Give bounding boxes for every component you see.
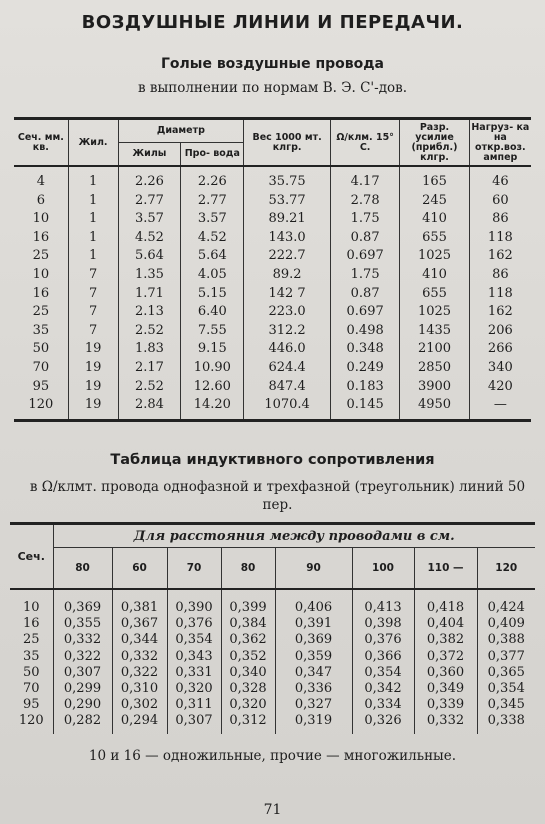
header-distance: 80 — [221, 548, 275, 590]
table-cell: 0,362 — [221, 632, 275, 648]
table-cell: 0,369 — [275, 632, 352, 648]
header-zhil: Жил. — [68, 119, 118, 167]
table-cell: 12.60 — [181, 378, 244, 397]
header-distance: 120 — [477, 548, 535, 590]
table-cell: 25 — [22, 632, 40, 648]
table-cell: 410 — [400, 210, 469, 229]
page-heading: ВОЗДУШНЫЕ ЛИНИИ И ПЕРЕДАЧИ. — [81, 12, 464, 33]
table-cell: 162 — [469, 247, 531, 266]
table-row — [14, 266, 531, 285]
table-row — [10, 697, 535, 713]
table-cell: 1 — [68, 192, 118, 211]
page-number: 71 — [263, 802, 282, 818]
header-omega: Ω/клм. 15° С. — [330, 119, 399, 167]
table-cell: 142 7 — [244, 285, 331, 304]
table-cell: 0,299 — [53, 681, 112, 697]
table-cell: 1 — [68, 210, 118, 229]
table-cell: 0,372 — [414, 649, 477, 665]
table-cell: 223.0 — [244, 303, 331, 322]
table-cell: 0,340 — [221, 665, 275, 681]
table-row — [14, 285, 531, 304]
header-sech: Сеч. мм. кв. — [14, 119, 68, 167]
table-cell: 0.348 — [330, 340, 399, 359]
table-cell: 655 — [400, 285, 469, 304]
header-distance: 90 — [275, 548, 352, 590]
table-cell: 0,327 — [275, 697, 352, 713]
table-cell: 0,404 — [414, 616, 477, 632]
table-cell: 4 — [36, 174, 45, 189]
table-cell: 847.4 — [244, 378, 331, 397]
table1-subtitle: в выполнении по нормам В. Э. С'-дов. — [137, 80, 408, 96]
table-cell: 245 — [400, 192, 469, 211]
table-cell: 0,347 — [275, 665, 352, 681]
table-cell: 2850 — [400, 359, 469, 378]
table-cell: 4.05 — [181, 266, 244, 285]
table-cell: 0,322 — [53, 649, 112, 665]
table-cell: 0,331 — [167, 665, 221, 681]
table-cell: 60 — [469, 192, 531, 211]
table-cell: 9.15 — [181, 340, 244, 359]
header-distance: 80 — [53, 548, 112, 590]
table-cell: 16 — [32, 229, 50, 245]
header-razr: Разр. усилие (прибл.) клгр. — [400, 119, 469, 167]
table-cell: 0,390 — [167, 589, 221, 616]
table-cell: 10 — [32, 211, 50, 227]
table-cell: 420 — [469, 378, 531, 397]
table-cell: 86 — [469, 266, 531, 285]
header-sech2: Сеч. — [10, 524, 53, 590]
table-cell: 0,349 — [414, 681, 477, 697]
header-distance-span: Для расстояния между проводами в см. — [53, 524, 535, 548]
table-cell: 0,345 — [477, 697, 535, 713]
table-cell: 120 — [28, 397, 54, 413]
table-cell: 3.57 — [118, 210, 181, 229]
table-row — [14, 229, 531, 248]
table-cell: 7 — [68, 285, 118, 304]
table-row — [14, 303, 531, 322]
header-nagr: Нагруз- ка на откр.воз. ампер — [469, 119, 531, 167]
header-distance: 70 — [167, 548, 221, 590]
table-cell: 50 — [22, 664, 40, 680]
table-cell: 4.52 — [181, 229, 244, 248]
table1-bottom-rule — [14, 419, 531, 421]
table-row — [10, 713, 535, 733]
table-cell: 1025 — [400, 303, 469, 322]
table-cell: 206 — [469, 322, 531, 341]
table-row — [14, 378, 531, 397]
table-cell: 19 — [68, 396, 118, 419]
table-cell: 95 — [32, 378, 50, 394]
table-cell: 3.57 — [181, 210, 244, 229]
table-cell: 0,381 — [112, 589, 167, 616]
table-cell: 118 — [469, 285, 531, 304]
table-cell: 46 — [469, 166, 531, 192]
table-cell: 0,406 — [275, 589, 352, 616]
header-diameter: Диаметр — [118, 119, 244, 143]
table-row — [14, 322, 531, 341]
table-cell: 0,332 — [112, 649, 167, 665]
table-cell: 0,367 — [112, 616, 167, 632]
table-cell: 0,294 — [112, 713, 167, 733]
table-cell: 1070.4 — [244, 396, 331, 419]
table-cell: 0.87 — [330, 285, 399, 304]
table-cell: 19 — [68, 378, 118, 397]
table-cell: 0.249 — [330, 359, 399, 378]
table-cell: 1 — [68, 166, 118, 192]
table-cell: 1.35 — [118, 266, 181, 285]
table-cell: 0,354 — [352, 665, 414, 681]
table-cell: 0,307 — [53, 665, 112, 681]
table-cell: 655 — [400, 229, 469, 248]
table-cell: 0,320 — [221, 697, 275, 713]
table-cell: 0,366 — [352, 649, 414, 665]
table-cell: 10 — [22, 600, 40, 615]
table-cell: 312.2 — [244, 322, 331, 341]
table-cell: 6.40 — [181, 303, 244, 322]
table-cell: 0,359 — [275, 649, 352, 665]
table-cell: 410 — [400, 266, 469, 285]
table-cell: 0,369 — [53, 589, 112, 616]
table-cell: 0,354 — [477, 681, 535, 697]
table-cell: 143.0 — [244, 229, 331, 248]
table-cell: 0,398 — [352, 616, 414, 632]
table-cell: 16 — [22, 616, 40, 632]
table-cell: 0,365 — [477, 665, 535, 681]
table-row — [14, 396, 531, 419]
table-cell: 1025 — [400, 247, 469, 266]
table-cell: 0,424 — [477, 589, 535, 616]
table-cell: 0,377 — [477, 649, 535, 665]
table-cell: 35.75 — [244, 166, 331, 192]
table-cell: 0,391 — [275, 616, 352, 632]
table-cell: 222.7 — [244, 247, 331, 266]
table2-title: Таблица индуктивного сопротивления — [110, 452, 435, 468]
footnote: 10 и 16 — одножильные, прочие — многожильные. — [88, 748, 457, 764]
table-cell: 7 — [68, 303, 118, 322]
table-cell: 2100 — [400, 340, 469, 359]
table-cell: 50 — [32, 341, 50, 357]
table-cell: 0,322 — [112, 665, 167, 681]
table-cell: 16 — [32, 285, 50, 301]
table-cell: 1435 — [400, 322, 469, 341]
table-cell: 266 — [469, 340, 531, 359]
table-cell: 2.78 — [330, 192, 399, 211]
table-row — [14, 359, 531, 378]
table-cell: 0,355 — [53, 616, 112, 632]
table-cell: 0,343 — [167, 649, 221, 665]
table-cell: 5.64 — [181, 247, 244, 266]
table-row — [14, 192, 531, 211]
table-cell: 7 — [68, 322, 118, 341]
table-row — [10, 681, 535, 697]
table-cell: 2.13 — [118, 303, 181, 322]
table-cell: 0.498 — [330, 322, 399, 341]
table-cell: 5.15 — [181, 285, 244, 304]
table-row — [10, 665, 535, 681]
table-cell: 0,328 — [221, 681, 275, 697]
table-cell: 14.20 — [181, 396, 244, 419]
table-cell: 120 — [18, 713, 44, 729]
table-cell: 0,282 — [53, 713, 112, 733]
table-cell: 1.75 — [330, 266, 399, 285]
header-ves: Вес 1000 мт. клгр. — [244, 119, 331, 167]
table-cell: 0.697 — [330, 303, 399, 322]
table-cell: 0,344 — [112, 632, 167, 648]
table-cell: 1 — [68, 229, 118, 248]
table-cell: 35 — [22, 648, 40, 664]
table-cell: 1.71 — [118, 285, 181, 304]
table-row — [10, 616, 535, 632]
table-cell: 0,290 — [53, 697, 112, 713]
table-cell: 2.52 — [118, 378, 181, 397]
table-cell: 0,376 — [167, 616, 221, 632]
table-row — [10, 632, 535, 648]
table-cell: 35 — [32, 322, 50, 338]
table-cell: 0,409 — [477, 616, 535, 632]
table-cell: 340 — [469, 359, 531, 378]
table-cell: 6 — [36, 192, 45, 208]
table-cell: 0,360 — [414, 665, 477, 681]
table-cell: 2.52 — [118, 322, 181, 341]
table-row — [14, 340, 531, 359]
bare-wires-table — [14, 117, 531, 422]
table-cell: 3900 — [400, 378, 469, 397]
table-cell: 0,339 — [414, 697, 477, 713]
table-cell: 0,413 — [352, 589, 414, 616]
table-cell: 53.77 — [244, 192, 331, 211]
table-cell: 0,336 — [275, 681, 352, 697]
table-cell: 2.84 — [118, 396, 181, 419]
table-cell: 95 — [22, 697, 40, 713]
header-d-provoda: Про- вода — [181, 143, 244, 167]
table-cell: — — [469, 396, 531, 419]
table-cell: 0,307 — [167, 713, 221, 733]
table-cell: 0,320 — [167, 681, 221, 697]
table-row — [14, 210, 531, 229]
table-cell: 118 — [469, 229, 531, 248]
table-cell: 0,384 — [221, 616, 275, 632]
table1-title: Голые воздушные провода — [161, 56, 384, 72]
table-cell: 0,310 — [112, 681, 167, 697]
table-cell: 4950 — [400, 396, 469, 419]
table-cell: 70 — [22, 681, 40, 697]
table-cell: 70 — [32, 359, 50, 375]
table-cell: 0,311 — [167, 697, 221, 713]
inductive-resistance-table — [10, 522, 535, 734]
table-cell: 165 — [400, 166, 469, 192]
table-cell: 0,332 — [53, 632, 112, 648]
header-d-zhily: Жилы — [118, 143, 181, 167]
table-cell: 0,376 — [352, 632, 414, 648]
table-cell: 2.77 — [118, 192, 181, 211]
table-cell: 0,342 — [352, 681, 414, 697]
table-cell: 25 — [32, 304, 50, 320]
table-cell: 0,418 — [414, 589, 477, 616]
table-cell: 0,388 — [477, 632, 535, 648]
table-cell: 25 — [32, 248, 50, 264]
table-cell: 0.183 — [330, 378, 399, 397]
table-cell: 0.87 — [330, 229, 399, 248]
table-cell: 2.17 — [118, 359, 181, 378]
table-cell: 0.145 — [330, 396, 399, 419]
table-row — [14, 247, 531, 266]
table-cell: 1.75 — [330, 210, 399, 229]
table-cell: 2.77 — [181, 192, 244, 211]
table-cell: 2.26 — [181, 166, 244, 192]
table-cell: 0,319 — [275, 713, 352, 733]
table-cell: 89.2 — [244, 266, 331, 285]
table-cell: 162 — [469, 303, 531, 322]
table-cell: 86 — [469, 210, 531, 229]
table-cell: 7.55 — [181, 322, 244, 341]
table-cell: 0,334 — [352, 697, 414, 713]
table-cell: 0,352 — [221, 649, 275, 665]
table-cell: 1 — [68, 247, 118, 266]
table-cell: 10 — [32, 266, 50, 282]
table-cell: 89.21 — [244, 210, 331, 229]
header-distance: 60 — [112, 548, 167, 590]
header-distance: 100 — [352, 548, 414, 590]
table-cell: 19 — [68, 359, 118, 378]
table-cell: 1.83 — [118, 340, 181, 359]
table-cell: 446.0 — [244, 340, 331, 359]
table-cell: 0,312 — [221, 713, 275, 733]
table2-subtitle: в Ω/клмт. провода однофазной и трехфазной (треугольник) линий 50 пер. — [29, 479, 526, 513]
table-cell: 10.90 — [181, 359, 244, 378]
table-cell: 0,326 — [352, 713, 414, 733]
table-cell: 0,354 — [167, 632, 221, 648]
table-cell: 0,338 — [477, 713, 535, 733]
table-row — [10, 649, 535, 665]
table-cell: 19 — [68, 340, 118, 359]
table-cell: 5.64 — [118, 247, 181, 266]
table-cell: 0,332 — [414, 713, 477, 733]
table-cell: 0,302 — [112, 697, 167, 713]
table-cell: 7 — [68, 266, 118, 285]
table-cell: 0,382 — [414, 632, 477, 648]
table-cell: 4.17 — [330, 166, 399, 192]
table-cell: 624.4 — [244, 359, 331, 378]
table-row — [14, 166, 531, 192]
header-distance: 110 — — [414, 548, 477, 590]
table-row — [10, 589, 535, 616]
table-cell: 4.52 — [118, 229, 181, 248]
table-cell: 0,399 — [221, 589, 275, 616]
table-cell: 0.697 — [330, 247, 399, 266]
table-cell: 2.26 — [118, 166, 181, 192]
